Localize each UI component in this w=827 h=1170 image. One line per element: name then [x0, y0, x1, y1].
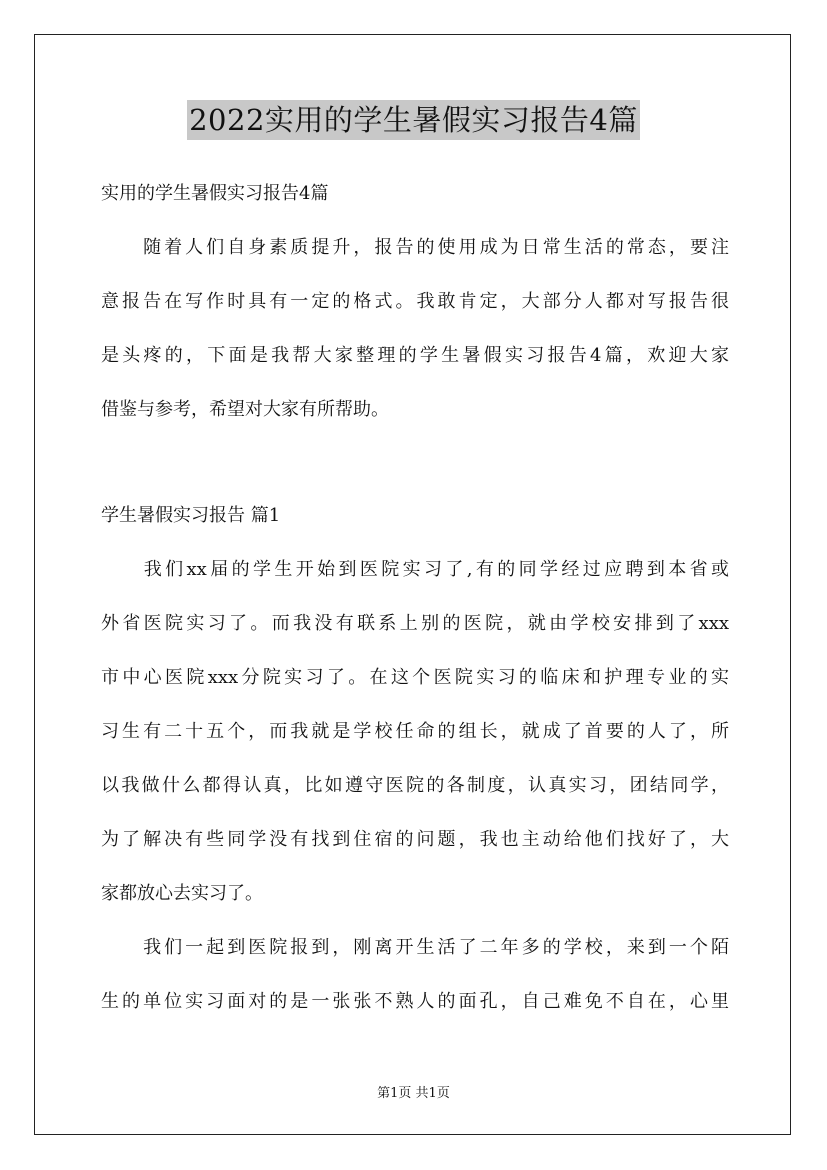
paragraph-line: 以我做什么都得认真，比如遵守医院的各制度，认真实习，团结同学， — [101, 775, 729, 796]
paragraph-line: 是头疼的，下面是我帮大家整理的学生暑假实习报告4篇，欢迎大家 — [101, 345, 729, 366]
paragraph-line: 市中心医院xxx分院实习了。在这个医院实习的临床和护理专业的实 — [101, 667, 729, 688]
paragraph-line: 意报告在写作时具有一定的格式。我敢肯定，大部分人都对写报告很 — [101, 291, 729, 312]
paragraph-line: 为了解决有些同学没有找到住宿的问题，我也主动给他们找好了，大 — [101, 829, 729, 850]
paragraph-line: 借鉴与参考，希望对大家有所帮助。 — [101, 399, 389, 420]
paragraph-line: 我们一起到医院报到，刚离开生活了二年多的学校，来到一个陌 — [101, 937, 729, 958]
paragraph-line: 我们xx届的学生开始到医院实习了,有的同学经过应聘到本省或 — [101, 559, 729, 580]
paragraph-line: 家都放心去实习了。 — [101, 883, 263, 904]
document-body — [101, 176, 729, 1019]
paragraph-line: 习生有二十五个，而我就是学校任命的组长，就成了首要的人了，所 — [101, 721, 729, 742]
section-paragraph-1 — [101, 552, 729, 911]
section-heading: 学生暑假实习报告 篇1 — [101, 505, 281, 526]
document-title: 2022实用的学生暑假实习报告4篇 — [187, 100, 640, 140]
document-subtitle: 实用的学生暑假实习报告4篇 — [101, 183, 329, 204]
paragraph-line: 随着人们自身素质提升，报告的使用成为日常生活的常态，要注 — [101, 237, 729, 258]
intro-paragraph — [101, 230, 729, 427]
section-paragraph-2 — [101, 930, 729, 1019]
paragraph-line: 生的单位实习面对的是一张张不熟人的面孔，自己难免不自在，心里 — [101, 991, 729, 1012]
title-container — [0, 100, 827, 140]
page-footer: 第1页 共1页 — [377, 1086, 450, 1101]
paragraph-line: 外省医院实习了。而我没有联系上别的医院，就由学校安排到了xxx — [101, 613, 729, 634]
